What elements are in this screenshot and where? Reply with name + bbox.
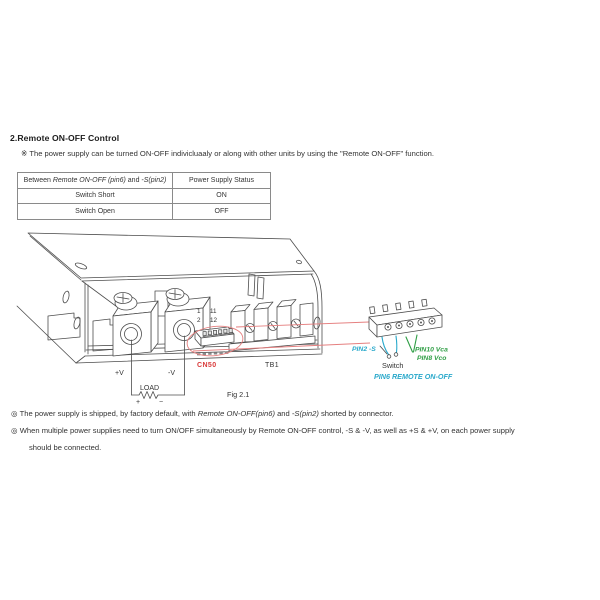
- vca-wire: [406, 337, 413, 352]
- condition-cell: Switch Short: [18, 188, 173, 204]
- load-resistor: [132, 392, 185, 399]
- note-bullet-icon: ◎: [11, 426, 18, 435]
- table-header-row: [18, 173, 271, 189]
- table-header-status: Power Supply Status: [173, 173, 271, 189]
- plus-v-label: +V: [115, 370, 124, 377]
- status-cell: OFF: [173, 204, 271, 220]
- chassis-left-edge: [17, 306, 76, 363]
- side-screw-hole: [313, 317, 320, 330]
- note-multiple-supplies: ◎ When multiple power supplies need to turn ON/OFF simultaneously by Remote ON-OFF control, -S & -V, as well as +S & +V, on each power supply: [11, 426, 515, 435]
- latch-tab: [422, 299, 427, 306]
- vent-hole: [62, 291, 70, 304]
- intro-note: ※ The power supply can be turned ON-OFF indivicluaaly or along with other units by using the "Remote ON-OFF" function.: [21, 149, 435, 158]
- switch-label: Switch: [382, 361, 404, 370]
- switch-symbol: [380, 346, 398, 358]
- note-factory-default: ◎ The power supply is shipped, by factory default, with Remote ON-OFF(pin6) and -S(pin2) shorted by connector.: [11, 409, 394, 418]
- figure-2-1-drawing: [0, 228, 480, 408]
- latch-tab: [409, 301, 414, 308]
- back-tab: [248, 274, 255, 296]
- table-row: [18, 188, 271, 204]
- figure-caption: Fig 2.1: [227, 390, 250, 399]
- table-row: [18, 204, 271, 220]
- back-tab: [257, 277, 264, 299]
- cn50-pin12-number: 12: [210, 317, 218, 324]
- load-label: LOAD: [140, 385, 160, 392]
- wire-hole: [121, 324, 142, 345]
- note-bullet-icon: ◎: [11, 409, 18, 418]
- pin2-s-label: PIN2 -S: [352, 346, 376, 353]
- side-cutout: [48, 313, 80, 340]
- table-header-condition: Between Remote ON-OFF (pin6) and -S(pin2): [18, 173, 173, 189]
- latch-tab: [396, 303, 401, 310]
- wire-hole: [174, 320, 195, 341]
- switch-contact: [387, 355, 391, 359]
- cn50-pin11-number: 11: [210, 308, 217, 315]
- tb1-label: TB1: [265, 362, 280, 369]
- cn50-label: CN50: [197, 362, 217, 369]
- section-title: 2.Remote ON-OFF Control: [10, 133, 120, 143]
- output-terminals: [113, 289, 210, 357]
- terminal-block-plus-v: [113, 293, 158, 357]
- note-multiple-supplies-cont: should be connected.: [29, 443, 102, 452]
- status-cell: ON: [173, 188, 271, 204]
- remote-onoff-table: [17, 172, 271, 220]
- cn50-pin2-number: 2: [197, 317, 201, 324]
- condition-cell: Switch Open: [18, 204, 173, 220]
- cn50-connector: [195, 327, 234, 355]
- latch-tab: [383, 305, 388, 312]
- switch-wire-pin6: [396, 336, 397, 353]
- pin6-remote-onoff-label: PIN6 REMOTE ON-OFF: [374, 372, 453, 381]
- latch-tab: [370, 307, 375, 314]
- switch-contact: [394, 353, 398, 357]
- pin10-vca-label: PIN10 Vca: [415, 346, 448, 354]
- cn50-pin1-number: 1: [197, 308, 201, 315]
- pin8-vco-label: PIN8 Vco: [417, 355, 447, 362]
- load-polarity-minus: −: [159, 399, 164, 406]
- load-polarity-plus: +: [136, 399, 141, 406]
- minus-v-label: -V: [168, 370, 175, 377]
- remote-switch-connector: [369, 299, 442, 337]
